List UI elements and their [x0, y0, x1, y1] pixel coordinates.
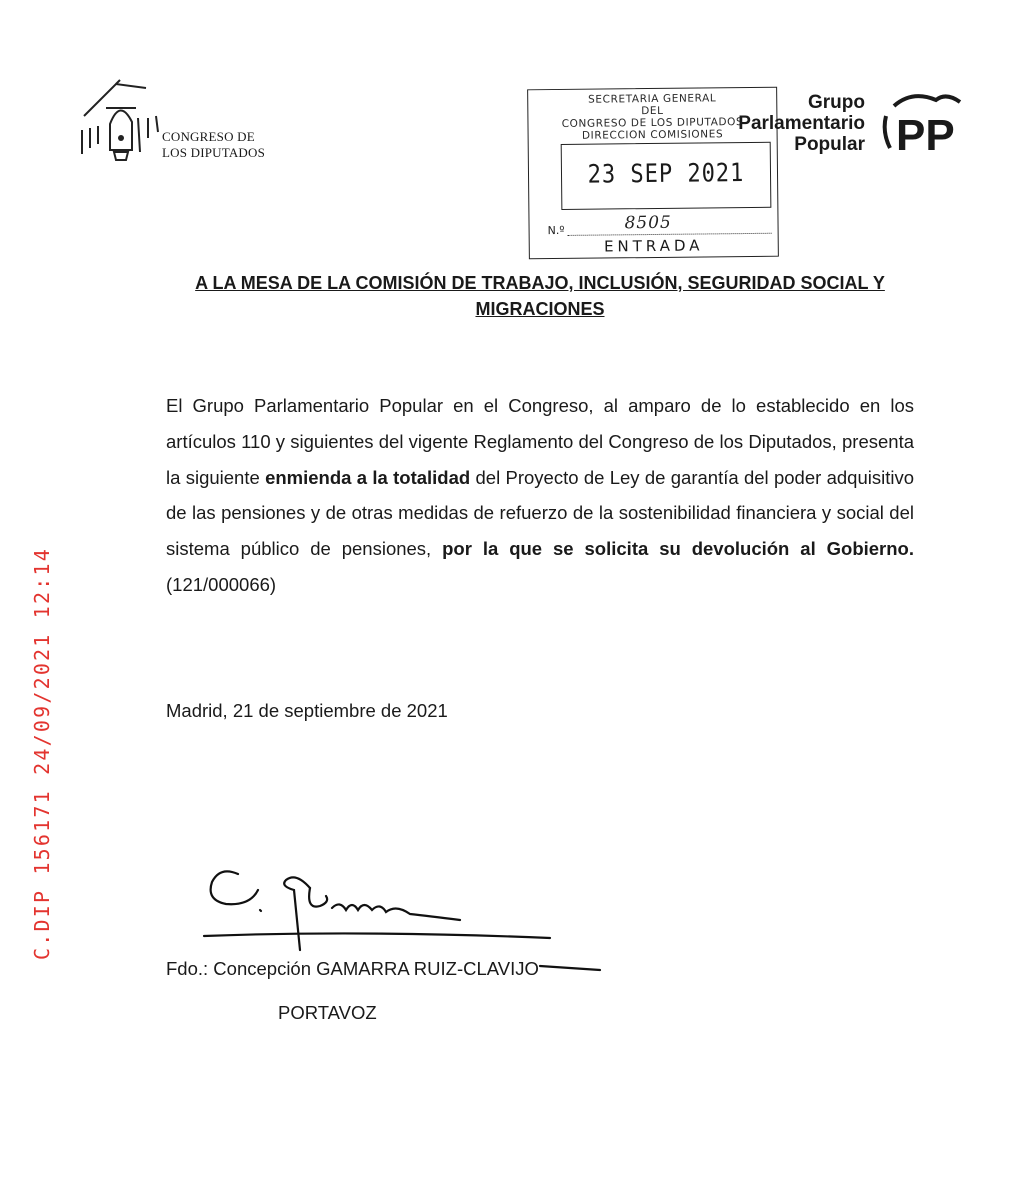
signer-name: Fdo.: Concepción GAMARRA RUIZ-CLAVIJO [166, 958, 539, 979]
stamp-line-3: CONGRESO DE LOS DIPUTADOS [561, 116, 744, 130]
stamp-entry-label: ENTRADA [603, 236, 704, 256]
grupo-popular-name [725, 92, 865, 155]
congreso-emblem-icon [76, 78, 166, 168]
stamp-number-label: N.º [547, 223, 565, 238]
congreso-name [162, 129, 265, 161]
document-heading: A LA MESA DE LA COMISIÓN DE TRABAJO, INCLUSIÓN, SEGURIDAD SOCIAL Y MIGRACIONES [195, 273, 885, 319]
congreso-name-line1: CONGRESO DE [162, 129, 255, 144]
pp-logo-text: PP [896, 111, 955, 160]
body-bold-1: enmienda a la totalidad [265, 466, 471, 488]
pp-logo [880, 92, 970, 162]
body-part-2: del Proyecto de Ley de garantía del poder adquisitivo de las pensiones y de otras medidas de refuerzo de la sostenibilidad financiera y social del sistema público de pensiones, [166, 466, 915, 560]
stamp-date: 23 SEP 2021 [587, 159, 745, 190]
stamp-number: 8505 [624, 212, 672, 234]
grupo-line-3: Popular [794, 134, 865, 155]
congreso-logo [76, 78, 296, 168]
signer-role: PORTAVOZ [278, 1002, 377, 1023]
body-paragraph [166, 388, 914, 603]
stamp-line-4: DIRECCION COMISIONES [581, 128, 724, 142]
grupo-line-1: Grupo [808, 92, 865, 113]
registry-mark: C.DIP 156171 24/09/2021 12:14 [30, 547, 54, 960]
stamp-line-2: DEL [641, 104, 664, 118]
grupo-line-2: Parlamentario [738, 113, 865, 134]
body-bold-2: por la que se solicita su devolución al Gobierno. [442, 538, 914, 560]
pp-logo-icon [880, 92, 970, 162]
body-part-3: (121/000066) [166, 573, 277, 595]
date-line: Madrid, 21 de septiembre de 2021 [166, 700, 448, 721]
stamp-line-1: SECRETARIA GENERAL [588, 92, 717, 106]
body-part-1: El Grupo Parlamentario Popular en el Congreso, al amparo de lo establecido en los artículos 110 y siguientes del vigente Reglamento del Congreso de los Diputados, presenta la siguiente [166, 395, 914, 488]
congreso-name-line2: LOS DIPUTADOS [162, 145, 266, 160]
